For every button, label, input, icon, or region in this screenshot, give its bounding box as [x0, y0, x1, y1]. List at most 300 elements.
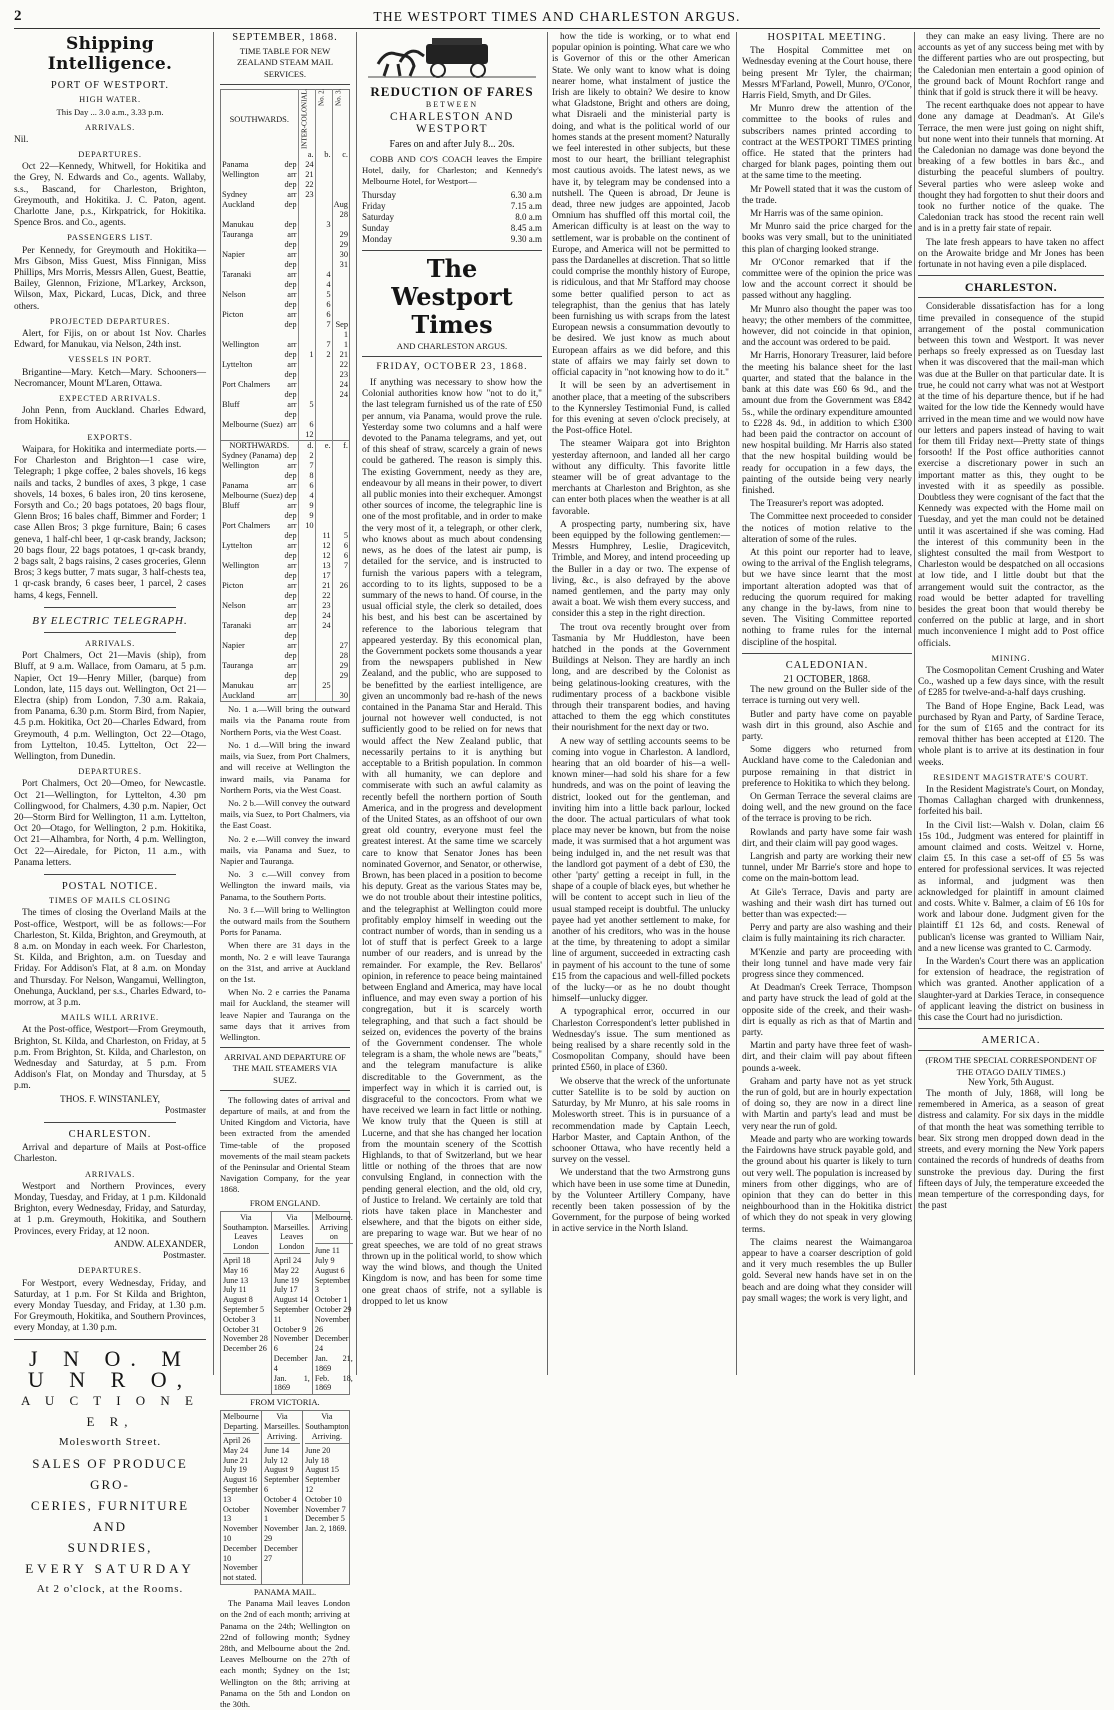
- timetable-date: [298, 280, 315, 290]
- timetable-port: [221, 621, 299, 631]
- projected-text: Alert, for Fijis, on or about 1st Nov. Charles Edward, for Manukau, via Nelson, 24th inst.: [14, 329, 206, 351]
- arr-dep: arr: [287, 340, 297, 350]
- timetable-date: 25: [315, 681, 332, 691]
- dates-column-header: Melbourne. Arriving on: [315, 1213, 353, 1244]
- arr-dep: dep: [284, 370, 297, 380]
- news-paragraph: We observe that the wreck of the unfortunate cutter Satellite is to be sold by auction on Saturday, by Mr Munro, at his sale rooms in Molesworth street. This is in pursuance of a recommendation made by Captain Leech, Harbor Master, and Captain Anthon, of the schooner Ottawa, who have recently held a survey on the vessel.: [552, 1076, 730, 1166]
- column-rule: [356, 32, 357, 1375]
- timetable-port: [221, 571, 299, 581]
- port-name: Wellington: [222, 170, 260, 180]
- timetable-date: [332, 400, 349, 410]
- caledonian-paragraph: Perry and party are also washing and their claim is fully maintaining its rich character.: [742, 923, 912, 945]
- timetable-row: [221, 310, 350, 320]
- timetable-port: [221, 420, 299, 430]
- arr-dep: arr: [287, 541, 297, 551]
- port-name: Nelson: [222, 601, 246, 611]
- timetable-port: [221, 270, 299, 280]
- timetable-note: No. 2 b.—Will convey the outward mails, via Suez, to Port Chalmers, via the East Coast.: [220, 797, 350, 831]
- timetable-port: [221, 651, 299, 661]
- date-entry: July 12: [263, 1455, 288, 1465]
- timetable-row: [221, 491, 350, 501]
- arr-dep: dep: [284, 200, 297, 210]
- timetable-date: 23: [332, 370, 349, 380]
- timetable-notes: [220, 704, 350, 1043]
- divider: [220, 1047, 350, 1048]
- timetable-date: 31: [332, 260, 349, 270]
- col-head-intercolonial: [298, 89, 315, 150]
- arr-dep: dep: [284, 180, 297, 190]
- timetable-date: [315, 511, 332, 521]
- timetable-row: [221, 551, 350, 561]
- hospital-paragraph: The Hospital Committee met on Wednesday evening at the Court house, there being present Mr Tyler, the chairman; Messrs M'Farland, Powell, Munro, O'Conor, Harris Field, Smyth, and Dr Giles.: [742, 46, 912, 102]
- timetable-date: 22: [298, 180, 315, 190]
- letter-b: b.: [315, 150, 332, 160]
- court-paragraph: In the Warden's Court there was an application for extension of headrace, the registration of which was granted. Another application of a slaughter-yard at Darkies Terace, in consequence of applicant leaving the district on business in this case the Court had no jurisdiction.: [918, 957, 1104, 1024]
- news-paragraph: how the tide is working, or to what end popular opinion is pointing. What care we who is Governor of this or the other American State. We only want to know what is doing nearer home, what instalment of justice the Irish are likely to obtain? We desire to know what Gladstone, Bright and others are doing, what Disraeli and the ministerial party is doing, and what is the political world of our homes stands at the present moment? Naturally we feel interested in other subjects, but these most to our heart, the brilliant telegraphist most cautious avoids. The latest news, as we have it, by telegram may be condensed into a nutshell. The Queen is abroad, Dr Jeune is dead, three new judges are appointed, Jacob Omnium has shuffled off this mortal coil, the American difficulty is at least on the way to settlement, war is probable on the continent of Europe, and America will not be permitted to pass the Dardanelles at discretion. That so little could comprise the monthly history of Europe, is ridiculous, and that Mr Stafford may choose some better qualified person to act as telegraphist, than the genius that has lately been furnishing us with scraps from the latest European newsis a consummation devoutly to be desired. We just know as much about European affairs as we did before, and this state of affairs we may fairly set down to official capacity in "not knowing how to do it.": [552, 32, 730, 379]
- date-entry: November 6: [273, 1334, 309, 1354]
- dates-column-header: Via Southampton Arriving.: [305, 1412, 349, 1443]
- timetable-row: [221, 661, 350, 671]
- column-hospital-caledonian: [742, 32, 912, 1375]
- port-name: Lyttelton: [222, 360, 253, 370]
- timetable-row: [221, 380, 350, 390]
- date-entry: November 28: [223, 1334, 268, 1344]
- timetable-date: [332, 511, 349, 521]
- timetable-row: [221, 581, 350, 591]
- timetable-date: 7: [298, 461, 315, 471]
- timetable-date: 23: [298, 190, 315, 200]
- timetable-date: [315, 380, 332, 390]
- america-paragraph: The month of July, 1868, will long be remembered in America, as a season of great distress and calamity. For six days in the middle of that month the heat was something terrible to bear. Six strong men dropped down dead in the streets, and every morning the New York papers contained the records of hundreds of deaths from sunstroke the previous day. During the first fifteen days of July, the temperature exceeded the mean temperture of the corresponding days, for the past: [918, 1089, 1104, 1212]
- news-paragraph: A prospecting party, numbering six, have been equipped by the following gentlemen:—Messrs Humphrey, Leslie, Dragicevitch, Trimble, and Morey, and intend proceeding up the Buller in a day or two. The expense of living, &c., is also defrayed by the above named gentlemen, and the party may only await a boat. We wish them every success, and consider this a step in the right direction.: [552, 519, 730, 620]
- timetable-date: [332, 160, 349, 170]
- timetable-date: 24: [298, 160, 315, 170]
- arr-dep: dep: [284, 390, 297, 400]
- timetable-date: 7: [332, 561, 349, 571]
- arr-dep: dep: [284, 651, 297, 661]
- postal-text: The times of closing the Overland Mails at the Post-office, Westport, will be as follows:—For Charleston, St. Kilda, Brighton, and Greymouth, at 8 a.m. on Monday in each week. For Charleston, St. Kilda, and Brighton, a.m. on Tuesday and Friday. For Addison's Flat, at 8 a.m. on Monday and Thursday. For Nelson, Wangamui, Wellington, Onehunga, Auckland, per s.s., Charles Edward, to-morrow, at 3 p.m.: [14, 908, 206, 1009]
- date-entry: June 11: [314, 1246, 340, 1256]
- timetable-port: [221, 521, 299, 531]
- date-entry: September 13: [223, 1484, 259, 1504]
- hospital-paragraph: Mr Munro also thought the paper was too heavy; the other members of the committee, however, did not coincide in that opinion, and the account was ordered to be paid.: [742, 304, 912, 349]
- timetable-date: [298, 370, 315, 380]
- timetable-date: 24: [332, 390, 349, 400]
- timetable-row: [221, 270, 350, 280]
- timetable-date: [315, 641, 332, 651]
- timetable-date: [332, 451, 349, 461]
- date-entry: October 9: [273, 1324, 307, 1334]
- timetable-date: [315, 501, 332, 511]
- timetable-row: [221, 601, 350, 611]
- port-name: Manukau: [222, 220, 254, 230]
- news-paragraph: A typographical error, occurred in our Charleston Correspondent's letter published in Wednesday's issue. The sum mentioned as being realised by a share recently sold in the Cosmopolitan Company, should have been printed £560, in place of £360.: [552, 1007, 730, 1074]
- coach-row: [362, 212, 542, 223]
- date-entry: December 5: [305, 1514, 345, 1524]
- hospital-paragraph: The Committee next proceeded to consider the notices of motion relative to the alteration of some of the rules.: [742, 512, 912, 545]
- suez-intro: The following dates of arrival and departure of mails, at and from the United Kingdom and Victoria, have been extracted from the amended Time-table of the proposed movements of the mail steam packets of the Peninsular and Oriental Steam Navigation Company, for the year 1868.: [220, 1094, 350, 1195]
- timetable-port: [221, 481, 299, 491]
- timetable-date: [315, 651, 332, 661]
- timetable-date: [315, 451, 332, 461]
- date-entry: June 21: [223, 1455, 249, 1465]
- timetable-row: [221, 511, 350, 521]
- timetable-note: No. 1 d.—Will bring the inward mails, via Suez, from Port Chalmers, and will receive at Wellington the inward mails, via Panama for Northern Ports, via the West Coast.: [220, 739, 350, 795]
- timetable-date: 5: [315, 290, 332, 300]
- timetable-date: [332, 681, 349, 691]
- col-head-text: No. 2.: [317, 89, 326, 107]
- timetable-row: [221, 591, 350, 601]
- caledonian-paragraph: The new ground on the Buller side of the terrace is turning out very well.: [742, 685, 912, 707]
- page-masthead: [14, 6, 1100, 29]
- timetable-date: 7: [315, 320, 332, 340]
- date-entry: July 18: [305, 1455, 329, 1465]
- timetable-date: [298, 541, 315, 551]
- date-entry: October 31: [223, 1324, 260, 1334]
- timetable-date: 6: [315, 300, 332, 310]
- timetable-date: 27: [332, 641, 349, 651]
- postal-heading: POSTAL NOTICE.: [61, 881, 159, 892]
- newspaper-title: THE WESTPORT TIMES AND CHARLESTON ARGUS.: [373, 9, 741, 24]
- timetable-date: [315, 481, 332, 491]
- hospital-paragraph: At this point our reporter had to leave, owing to the arrival of the English telegrams, but we have since learnt that the most important alteration adopted was that of reducing the quorum required for making any change in the by-laws, from nine to seven. The Visiting Committee reported nothing to frame rules for the internal discipline of the hospital.: [742, 547, 912, 648]
- departures-text: Oct 22—Kennedy, Whitwell, for Hokitika and the Grey, N. Edwards and Co., agents. Wallaby, s.s., Bascand, for Charleston, Brighton, Greymouth, and Hokitika. J. C. Paton, agent. Charlotte Jane, p.s., Kirkpatrick, for Hokitika. Spence Bros. and Co., agents.: [14, 162, 206, 229]
- caledonian-paragraph: Butler and party have come on payable wash dirt in this ground, also Aschie and party.: [742, 709, 912, 742]
- port-name: Melbourne (Suez): [222, 491, 283, 501]
- arr-dep: arr: [287, 270, 297, 280]
- arr-dep: dep: [284, 511, 297, 521]
- arr-dep: dep: [284, 220, 297, 230]
- america-dateline: New York, 5th August.: [968, 1077, 1054, 1088]
- caledonian-continued: [918, 32, 1104, 271]
- date-entry: May 22: [273, 1265, 299, 1275]
- coach-icon: [368, 34, 536, 80]
- port-name: Bluff: [222, 400, 240, 410]
- divider: [362, 356, 542, 357]
- passengers-text: Per Kennedy, for Greymouth and Hokitika—Mrs Gibson, Miss Guest, Miss Finnigan, Miss Phillips, Mrs Morris, Messrs Allen, Guest, Beattie, Bailey, Glennon, Frizione, M'Larkey, Arckson, Wilson, Max, Pickard, Lucas, Dick, and three others.: [14, 245, 206, 312]
- date-entry: August 9: [263, 1465, 294, 1475]
- timetable-date: [332, 300, 349, 310]
- date-entry: October 29: [314, 1304, 352, 1314]
- timetable-port: [221, 531, 299, 541]
- north-rows: [221, 451, 350, 702]
- timetable-port: [221, 641, 299, 651]
- date-entry: September 11: [273, 1304, 309, 1324]
- suez-title: ARRIVAL AND DEPARTURE OF THE MAIL STEAMERS VIA SUEZ.: [224, 1052, 346, 1085]
- arr-dep: arr: [287, 681, 297, 691]
- divider: [918, 297, 1104, 298]
- timetable-row: [221, 541, 350, 551]
- timetable-date: [315, 390, 332, 400]
- date-entry: November 10: [223, 1524, 258, 1543]
- auction-line-5: At 2 o'clock, at the Rooms.: [36, 1582, 184, 1595]
- arr-dep: dep: [284, 491, 297, 501]
- timetable-row: [221, 350, 350, 360]
- date-entry: June 20: [305, 1445, 331, 1455]
- port-name: Bluff: [222, 501, 240, 511]
- timetable-date: [332, 471, 349, 481]
- timetable-date: 6: [315, 310, 332, 320]
- timetable-row: [221, 651, 350, 661]
- divider: [44, 632, 176, 633]
- timetable-date: [332, 461, 349, 471]
- victoria-dates-grid: [220, 1410, 350, 1585]
- timetable-date: [315, 230, 332, 240]
- timetable-note: When No. 2 e carries the Panama mail for Auckland, the steamer will leave Napier and Tauranga on the same days that it arrives from Wellington.: [220, 987, 350, 1042]
- date-entry: May 24: [223, 1445, 249, 1455]
- timetable-date: 2: [315, 350, 332, 360]
- timetable-date: [315, 420, 332, 430]
- charleston-heading: CHARLESTON.: [964, 280, 1058, 295]
- timetable-date: [298, 691, 315, 702]
- port-name: Picton: [222, 310, 244, 320]
- timetable-note: No. 3 f.—Will bring to Wellington the outward mails from the Southern Ports for Panama.: [220, 904, 350, 938]
- coach-time: 6.30 a.m: [510, 189, 542, 200]
- timetable-port: [221, 551, 299, 561]
- timetable-date: [298, 571, 315, 581]
- timetable-row: [221, 691, 350, 702]
- tel-arrivals-text: Port Chalmers, Oct 21—Mavis (ship), from Bluff, at 9 a.m. Wallace, from Oamaru, at 5 p.m. Napier, Oct 19—Henry Miller, (barque) from London, late, 115 days out. Wellington, Oct 21—Electra (ship) from London, 7.30 a.m. Rakaia, from Panama, 6.30 p.m. Storm Bird, from Napier, 4.5 p.m. Hokitika, Oct 20—Charles Edward, from Greymouth, 4 p.m. Wellington, Oct 22—Otago, from Lyttelton, 10.45. Lyttelton, Oct 22—Wellington, from Dunedin.: [14, 651, 206, 762]
- arr-dep: arr: [287, 601, 297, 611]
- timetable-date: 21: [332, 350, 349, 360]
- exports-text: Waipara, for Hokitika and intermediate ports.—For Charleston and Brighton—1 case wire, Telegraph; 1 pkge coffee, 2 bales shovels, 16 kegs nails and tacks, 2 bundles of axes, 3 pkge, 1 case shovels, 14 boxes, 6 bales iron, 20 tins kerosene, Forsyth and Co.; 20 bags potatoes, 20 bags flour, Glenn Bros; 16 bales chaff, Bimmer and Forder; 1 case Allen Bros; 3 pkge furniture, Bain; 6 cases geneva, 1 half-chl beer, 1 qr-cask brandy, Jackson; 20 bags flour, 22 bags potatoes, 1 qr-cask brandy, 2 bags salt, 2 bags raisins, 2 cases groceries, Glenn Bros; 3 kegs butter, 7 mats sugar, 3 half-chests tea, 1 qr-cask brandy, 6 cases beer, 1 parcel, 2 cases hams, 4 kegs, Fennell.: [14, 444, 206, 601]
- letter-a: a.: [298, 150, 315, 160]
- timetable-date: [315, 430, 332, 441]
- date-entry: November 7: [305, 1504, 346, 1514]
- arr-dep: arr: [287, 400, 297, 410]
- timetable-date: [298, 661, 315, 671]
- timetable-row: [221, 410, 350, 420]
- column-rule: [736, 32, 737, 1375]
- timetable-row: [221, 220, 350, 230]
- timetable-port: [221, 581, 299, 591]
- america-heading: AMERICA.: [981, 1035, 1041, 1047]
- arr-dep: arr: [287, 380, 297, 390]
- dates-column: [302, 1411, 351, 1584]
- timetable-date: 9: [298, 511, 315, 521]
- port-name: Auckland: [222, 691, 255, 701]
- timetable-row: [221, 170, 350, 180]
- timetable-port: [221, 230, 299, 240]
- timetable-date: [298, 310, 315, 320]
- arr-dep: arr: [287, 310, 297, 320]
- timetable-date: [298, 290, 315, 300]
- timetable-date: [315, 170, 332, 180]
- date-entry: August 15: [305, 1465, 339, 1475]
- caledonian-paragraph: Langrish and party are working their new tunnel, under Mr Barrie's store and hope to come on the main-bottom lead.: [742, 852, 912, 885]
- arr-dep: arr: [287, 461, 297, 471]
- port-name: Manukau: [222, 681, 254, 691]
- timetable-date: [332, 591, 349, 601]
- timetable-date: [315, 400, 332, 410]
- arr-dep: dep: [284, 531, 297, 541]
- timetable-row: [221, 190, 350, 200]
- date-entry: November 29: [263, 1524, 299, 1543]
- timetable-date: 24: [315, 611, 332, 621]
- timetable-port: [221, 250, 299, 260]
- coach-row: [362, 223, 542, 234]
- timetable-row: [221, 501, 350, 511]
- divider: [918, 1028, 1104, 1029]
- coach-row: [362, 201, 542, 212]
- timetable-date: [315, 360, 332, 370]
- dates-column: [221, 1212, 271, 1394]
- timetable-date: [332, 481, 349, 491]
- timetable-row: [221, 631, 350, 641]
- timetable-port: [221, 501, 299, 511]
- timetable-port: [221, 410, 299, 420]
- timetable-date: 12: [315, 551, 332, 561]
- timetable-port: [221, 290, 299, 300]
- auction-line-4: EVERY SATURDAY: [25, 1560, 195, 1576]
- timetable-date: [298, 270, 315, 280]
- from-england-label: FROM ENGLAND.: [249, 1197, 321, 1208]
- timetable-date: 1: [298, 350, 315, 360]
- date-entry: August 6: [314, 1265, 345, 1275]
- divider: [918, 1050, 1104, 1051]
- letter-c: c.: [332, 150, 349, 160]
- letter-f: f.: [332, 441, 349, 452]
- timetable-date: [315, 691, 332, 702]
- timetable-row: [221, 340, 350, 350]
- exports-label: EXPORTS.: [87, 432, 133, 442]
- port-name: Napier: [222, 250, 245, 260]
- arr-dep: arr: [287, 360, 297, 370]
- timetable-date: [332, 430, 349, 441]
- timetable-row: [221, 430, 350, 441]
- timetable-port: [221, 310, 299, 320]
- timetable-date: [315, 200, 332, 220]
- timetable-date: [315, 671, 332, 681]
- arr-dep: arr: [287, 230, 297, 240]
- caledonian-paragraph: Some diggers who returned from Auckland have come to the Caledonian and purpose remaining in that district in preference to Hokitika to which they belong.: [742, 745, 912, 789]
- timetable-date: [332, 190, 349, 200]
- timetable-date: [315, 631, 332, 641]
- expected-text: John Penn, from Auckland. Charles Edward, from Hokitika.: [14, 406, 206, 428]
- shipping-heading: Shipping Intelligence.: [47, 34, 173, 74]
- divider: [742, 653, 912, 654]
- ch-signature-title: Postmaster.: [163, 1251, 206, 1262]
- arr-dep: dep: [284, 410, 297, 420]
- editorial-paragraph: If anything was necessary to show how the Colonial authorities know how "not to do it," the last telegram furnished us of the rate of £50 per annum, via Panama, would prove the rule. Yesterday some two columns and a half were devoted to the Panama telegrams, and yet, out of this sheaf of straw, scarcely a grain of news could be gathered. The reason is simply this. The existing Government, needy as they are, endeavour by all means in their power, to divert all public monies into their exchequer. Amongst other sources of income, the telegraphic line is one of the most profitable, and in order to make the very most of it, a telegraph, or other clerk, who knows about as much about condensing news, as he does of the latest air pump, is detailed for the service, and is instructed to furnish the various papers with a telegram, according to to its lights, supposed to be a summary of the news to hand. Of course, in the usual official style, the clerk so detailed, does his best, and his best can be ascertained by reference to the laborious telegram that appeared yesterday. By this economical plan, the Government pockets some thousands a year from the newspapers published in New Zealand, and the public, who are supposed to be benefitted by the earliest intelligence, are given an uncommonly bad re-hash of the news contained in the Panama Star and Herald. This journal not however well conducted, is not sufficiently good to be relied on for news that would affect the New Zealand public, that necessarily pertains to it is anything but acceptable to a British population. In common with all humanity, we can deplore and commiserate with such an awful calamity as recently befell the northern portion of South America, and in the progress and development of the United States, as an offshoot of our own great old country, everyone must feel the greatest interest. At the same time we scarcely care to know that Senator Jones has been nominated Governor, and Senator, or otherwise, Brown, has been placed in a position to become his deputy. Great as the various States may be, we do not trouble about their intestine politics, and the telegraphist at Wellington could more profitably employ himself in weeding out the contract number of words, than in sending us a lot of stuff that is perfect Greek to a large number of our readers, and is unread by the remainder. For example, the Rev. Bellaros' opinion, in reference to peace being maintained between England and America, may have local influence, and may even sway a portion of his congregation, but it is scarcely worth telegraphing, and that such a fact should be seized on, evidences the poverty of the brains of the Government condenser. The whole telegram is a sham, the whole news are "beats," and the telegram manufacture is alike discreditable to the Government, as the imperfect way in which it is carried out, is disgraceful to the concoctors. From what we have received we learn in fact little or nothing. We know truly that the Queen is still at Lucerne, and that she has changed her location from the mountain scenery of the Scottish Highlands, to that of Switzerland, but we hear little or nothing of the throes that are now convulsing England, in connection with the pending general election, and the old, old cry, of Justice to Ireland. We certainly are told that riots have taken place in Manchester and elsewhere, and that the bigots on either side, are preparing to wage war. But we hear of no great speeches, we are told of no great straws thrown up in the political world, to show which way the wind blows, and though the United Kingdom is now, and has been for some time one great chaos of strife, not a syllable is dropped to let us know: [362, 378, 542, 1307]
- arr-dep: dep: [284, 260, 297, 270]
- timetable-row: [221, 290, 350, 300]
- timetable-date: [315, 370, 332, 380]
- arr-dep: arr: [287, 581, 297, 591]
- timetable-date: [298, 300, 315, 310]
- date-entry: October 3: [223, 1314, 256, 1324]
- date-entry: September 6: [263, 1475, 299, 1494]
- coach-row: [362, 190, 542, 201]
- vessels-text: Brigantine—Mary. Ketch—Mary. Schooners—Necromancer, Mount M'Laren, Ottawa.: [14, 367, 206, 389]
- arr-dep: arr: [287, 190, 297, 200]
- mails-arrive-label: MAILS WILL ARRIVE.: [61, 1013, 159, 1023]
- timetable-date: 4: [298, 491, 315, 501]
- news-paragraph: It will be seen by an advertisement in another place, that a meeting of the subscribers to the Kynnersley Testimonial Fund, is called for this evening at seven o'clock precisely, at the Post-office Hotel.: [552, 381, 730, 437]
- caledonian-date: 21 OCTOBER, 1868.: [783, 673, 871, 685]
- timetable-date: [298, 380, 315, 390]
- timetable-port: [221, 280, 299, 290]
- tel-departures-label: DEPARTURES.: [78, 767, 142, 777]
- timetable-date: 1: [332, 340, 349, 350]
- date-entry: August 8: [223, 1295, 253, 1305]
- timetable-date: [298, 621, 315, 631]
- timetable-port: [221, 631, 299, 641]
- dates-column: [312, 1212, 355, 1394]
- hospital-paragraph: The Treasurer's report was adopted.: [750, 499, 884, 510]
- timetable-date: 3: [315, 220, 332, 230]
- port-name: Panama: [222, 481, 249, 491]
- date-entry: April 26: [223, 1435, 251, 1445]
- timetable-date: SEPTEMBER, 1868.: [232, 32, 338, 43]
- timetable-date: 13: [315, 561, 332, 571]
- timetable-date: 12: [315, 541, 332, 551]
- timetable-port: [221, 491, 299, 501]
- timetable-port: [221, 591, 299, 601]
- arr-dep: dep: [284, 471, 297, 481]
- coach-row: [362, 234, 542, 245]
- port-name: Port Chalmers: [222, 521, 271, 531]
- date-entry: September 12: [305, 1475, 341, 1494]
- timetable-date: 23: [315, 601, 332, 611]
- timetable-port: [221, 160, 299, 170]
- charleston-mail-heading: CHARLESTON.: [68, 1129, 152, 1141]
- caledonian-paragraph: Meade and party who are working towards the Fairdowns have struck payable gold, and the ground about his quarter is likely to turn out very well. The population is increased by miners from other diggings, who are of opinion that they can do better in this neighbourhood than in the Hokitika district of which they do not speak in very glowing terms.: [742, 1134, 912, 1235]
- timetable-date: [298, 681, 315, 691]
- date-entry: July 17: [273, 1285, 298, 1295]
- port-name: Auckland: [222, 200, 255, 210]
- timetable-date: 21: [298, 170, 315, 180]
- timetable-row: [221, 561, 350, 571]
- arr-dep: dep: [284, 631, 297, 641]
- timetable-port: [221, 681, 299, 691]
- caledonian-paragraph: At Gile's Terrace, Davis and party are washing and their wash dirt has turned out better than was expected:—: [742, 887, 912, 921]
- timetable-date: [332, 180, 349, 190]
- timetable-port: [221, 320, 299, 340]
- timetable-date: [298, 671, 315, 681]
- timetable-row: [221, 681, 350, 691]
- tel-arrivals-label: ARRIVALS.: [84, 638, 136, 648]
- charleston-mail-intro: Arrival and departure of Mails at Post-office Charleston.: [14, 1143, 206, 1165]
- timetable-date: 24: [315, 621, 332, 631]
- timetable-port: [221, 350, 299, 360]
- dates-column-header: Via Marseilles. Arriving.: [264, 1412, 300, 1443]
- date-entry: December 10: [223, 1543, 257, 1563]
- vessels-label: VESSELS IN PORT.: [68, 355, 152, 365]
- timetable-port: [221, 430, 299, 441]
- port-name: Port Chalmers: [222, 380, 271, 390]
- timetable-note: No. 1 a.—Will bring the outward mails via the Panama route from Northern Ports, via the West Coast.: [220, 704, 350, 737]
- timetable-row: [221, 260, 350, 270]
- timetable-date: [332, 601, 349, 611]
- caledonian-heading: CALEDONIAN.: [785, 659, 869, 671]
- dates-column: [221, 1411, 261, 1584]
- timetable-date: [315, 250, 332, 260]
- passengers-label: PASSENGERS LIST.: [67, 233, 153, 243]
- timetable-date: [332, 310, 349, 320]
- timetable-row: [221, 370, 350, 380]
- dates-column-header: Melbourne Departing.: [223, 1412, 259, 1434]
- timetable-row: [221, 240, 350, 250]
- coach-time: 7.15 a.m: [510, 200, 542, 211]
- timetable-date: 29: [332, 661, 349, 671]
- divider: [220, 1090, 350, 1091]
- news-paragraph: A new way of settling accounts seems to be coming into vogue in Charleston. A landlord, hearing that an old boarder of his—a well-known miner—had sold his share for a few hundreds, and was on the point of leaving the district, looked out for the gentleman, and inviting him into a little back parlour, locked the door. The actual particulars of what took place may never be known, but from the noise made, it was surmised that a hot argument was being indulged in, and the net result was that the landlord got payment of a debt of £30, the other 'party' getting a receipt in full, in the shape of a couple of black eyes, but whether he will be content to accept such in lieu of the usual stamped receipt is doubtful. The unlucky payee had yet another settlement to make, for another of his creditors, who was in the house at the time, by threatening to adopt a similar line of argument, succeeded in extracting cash in payment of his account to the tune of some £15 from the capacious and well-filled pockets of the lucky—or as he no doubt thought himself—unlucky digger.: [552, 736, 730, 1005]
- arr-dep: dep: [284, 320, 297, 330]
- caledonian-paragraph: Martin and party have three feet of wash-dirt, and their claim will pay about fifteen pounds a-week.: [742, 1041, 912, 1074]
- timetable-date: [298, 601, 315, 611]
- timetable-date: [315, 471, 332, 481]
